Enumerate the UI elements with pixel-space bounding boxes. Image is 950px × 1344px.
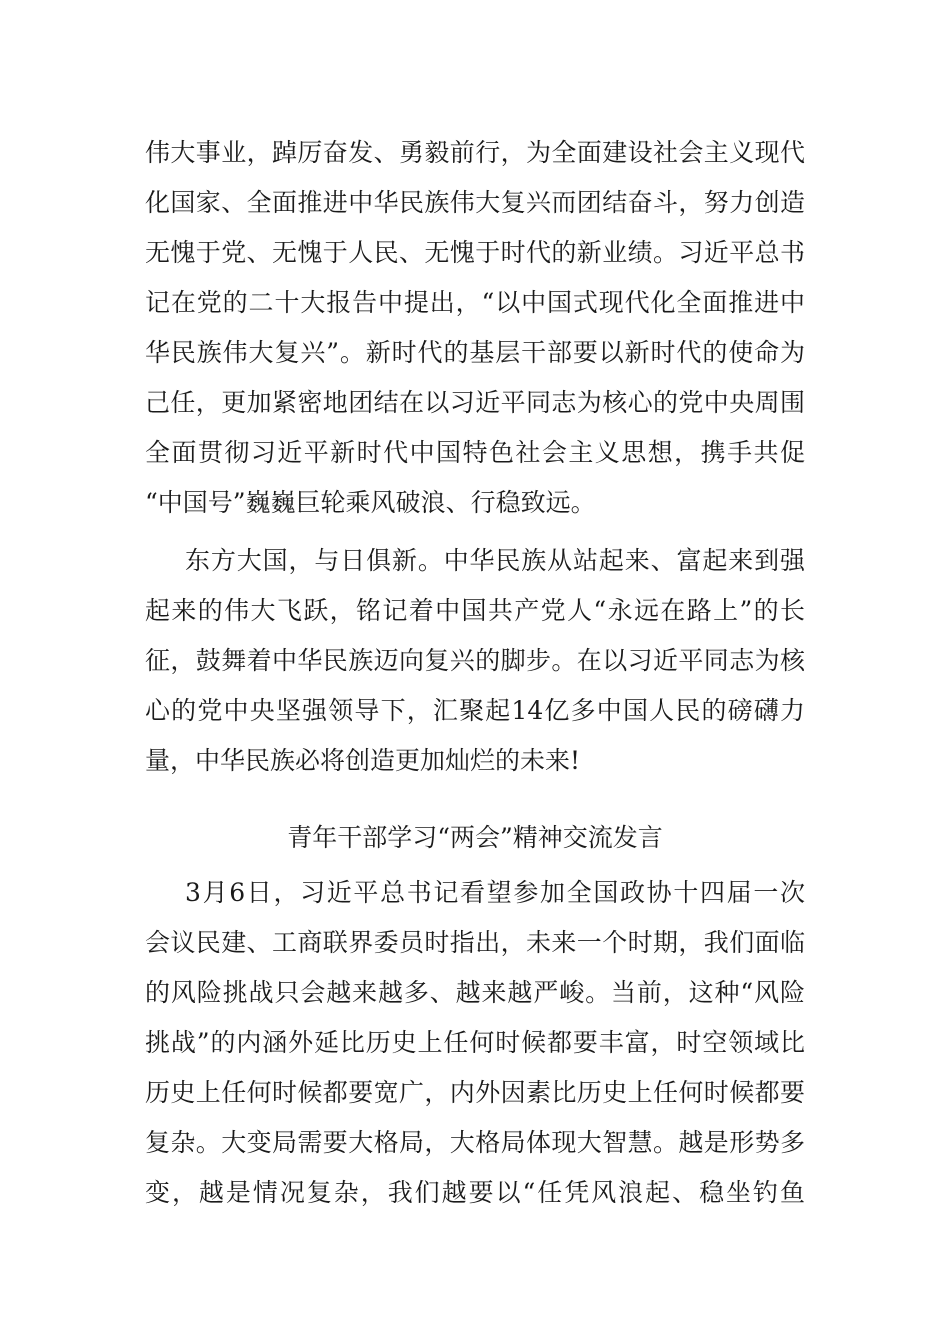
- text-line: 复杂。大变局需要大格局，大格局体现大智慧。越是形势多: [145, 1128, 805, 1157]
- text-line: 会议民建、工商联界委员时指出，未来一个时期，我们面临: [145, 928, 805, 957]
- text-line: 挑战”的内涵外延比历史上任何时候都要丰富，时空领域比: [145, 1028, 805, 1057]
- text-line: 记在党的二十大报告中提出，“以中国式现代化全面推进中: [145, 288, 805, 317]
- text-line: “中国号”巍巍巨轮乘风破浪、行稳致远。: [145, 488, 596, 517]
- text-line: 3月6日，习近平总书记看望参加全国政协十四届一次: [185, 878, 805, 907]
- paragraph-continuation: [145, 128, 805, 528]
- text-line: 征，鼓舞着中华民族迈向复兴的脚步。在以习近平同志为核: [145, 646, 805, 675]
- text-line: 全面贯彻习近平新时代中国特色社会主义思想，携手共促: [145, 438, 805, 467]
- text-line: 量，中华民族必将创造更加灿烂的未来!: [145, 746, 581, 775]
- text-line: 伟大事业，踔厉奋发、勇毅前行，为全面建设社会主义现代: [145, 138, 805, 167]
- section-title: 青年干部学习“两会”精神交流发言: [287, 823, 663, 852]
- text-line: 无愧于党、无愧于人民、无愧于时代的新业绩。习近平总书: [145, 238, 805, 267]
- paragraph-future: [145, 536, 805, 786]
- text-line: 起来的伟大飞跃，铭记着中国共产党人“永远在路上”的长: [145, 596, 805, 625]
- text-line: 己任，更加紧密地团结在以习近平同志为核心的党中央周围: [145, 388, 805, 417]
- text-line: 东方大国，与日俱新。中华民族从站起来、富起来到强: [185, 546, 805, 575]
- text-line: 化国家、全面推进中华民族伟大复兴而团结奋斗，努力创造: [145, 188, 805, 217]
- text-line: 的风险挑战只会越来越多、越来越严峻。当前，这种“风险: [145, 978, 805, 1007]
- text-line: 华民族伟大复兴”。新时代的基层干部要以新时代的使命为: [145, 338, 805, 367]
- paragraph-speech: [145, 868, 805, 1218]
- text-line: 心的党中央坚强领导下，汇聚起14亿多中国人民的磅礴力: [145, 696, 805, 725]
- text-line: 变，越是情况复杂，我们越要以“任凭风浪起、稳坐钓鱼: [145, 1178, 805, 1207]
- text-line: 历史上任何时候都要宽广，内外因素比历史上任何时候都要: [145, 1078, 805, 1107]
